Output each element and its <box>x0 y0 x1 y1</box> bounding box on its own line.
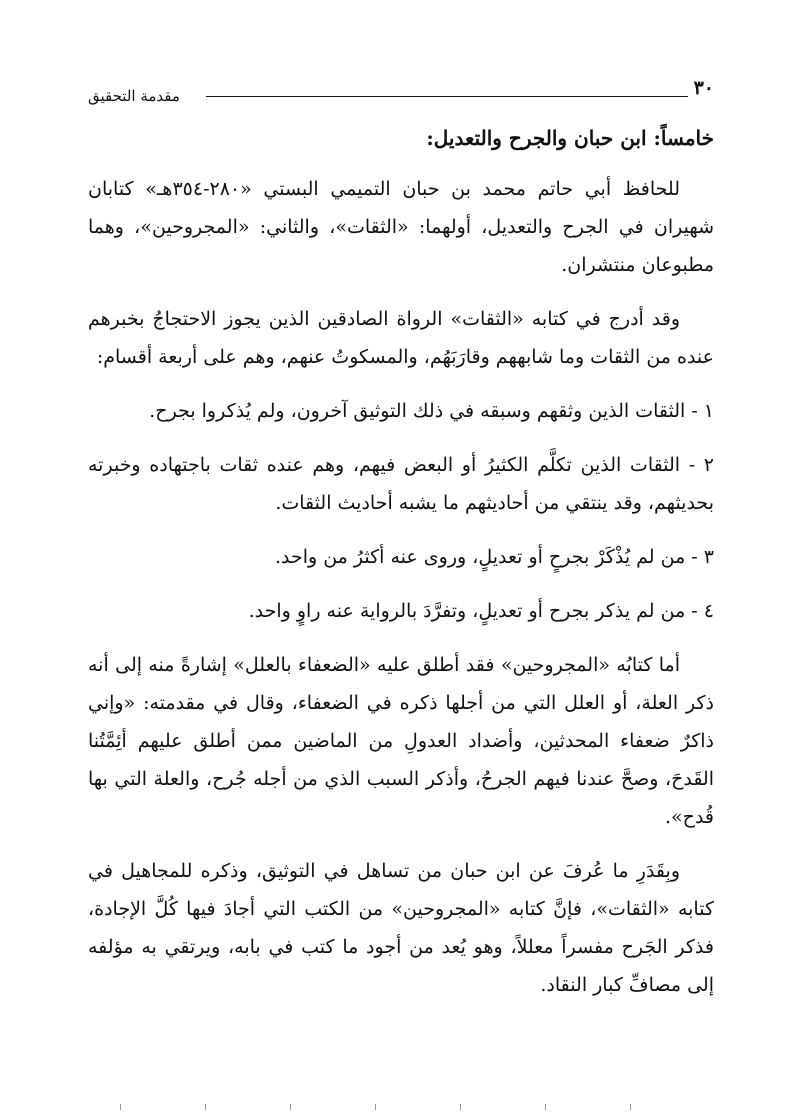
scan-mark <box>460 1104 461 1110</box>
paragraph-thiqat: وقد أدرج في كتابه «الثقات» الرواة الصادقين الذين يجوز الاحتجاجُ بخبرهم عنده من الثقات وما شابههم وقارَبَهُم، والمسكوتُ عنهم، وهم على أربعة أقسام: <box>88 308 714 368</box>
scan-mark <box>290 1104 291 1110</box>
header-rule <box>206 96 688 97</box>
list-item-1: ١ - الثقات الذين وثقهم وسبقه في ذلك التوثيق آخرون، ولم يُذكروا بجرح. <box>149 400 714 422</box>
list-item-3: ٣ - من لم يُذْكَرْ بجرحٍ أو تعديلٍ، وروى عنه أكثرُ من واحد. <box>274 546 714 568</box>
list-item-4: ٤ - من لم يذكر بجرح أو تعديلٍ، وتفرَّدَ بالرواية عنه راوٍ واحد. <box>248 600 714 622</box>
section-heading: خامساً: ابن حبان والجرح والتعديل: <box>426 126 714 150</box>
book-page <box>88 74 714 1020</box>
running-title: مقدمة التحقيق <box>88 87 180 105</box>
paragraph-majruhin: أما كتابُه «المجروحين» فقد أطلق عليه «الضعفاء بالعلل» إشارةً منه إلى أنه ذكر العلة، أو العلل التي من أجلها ذكره في الضعفاء، وقال في مقدمته: «وإني ذاكرٌ ضعفاء المحدثين، وأضداد العدولِ من الماضين ممن أطلق عليهم أئِمَّتُنا القَدحَ، وصحَّ عندنا فيهم الجرحُ، وأذكر السبب الذي من أجله جُرح، والعلة التي بها قُدح». <box>88 654 714 828</box>
page-header <box>88 74 714 110</box>
scan-mark <box>630 1104 631 1110</box>
list-item-2: ٢ - الثقات الذين تكلَّم الكثيرُ أو البعض فيهم، وهم عنده ثقات باجتهاده وخبرته بحديثهم، وقد ينتقي من أحاديثهم ما يشبه أحاديث الثقات. <box>88 454 714 514</box>
scan-mark <box>375 1104 376 1110</box>
paragraph-conclusion: وبِقَدَرِ ما عُرفَ عن ابن حبان من تساهل في التوثيق، وذكره للمجاهيل في كتابه «الثقات»، فإنَّ كتابه «المجروحين» من الكتب التي أجادَ فيها كُلَّ الإجادة، فذكر الجَرح مفسراً معللاً، وهو يُعد من أجود ما كتب في بابه، ويرتقي به مؤلفه إلى مصافِّ كبار النقاد. <box>88 860 714 996</box>
scan-mark <box>545 1104 546 1110</box>
paragraph-intro: للحافظ أبي حاتم محمد بن حبان التميمي البستي «٢٨٠-٣٥٤هـ» كتابان شهيران في الجرح والتعديل، أولهما: «الثقات»، والثاني: «المجروحين»، وهما مطبوعان منتشران. <box>88 178 714 276</box>
scan-mark <box>205 1104 206 1110</box>
page-number: ٣٠ <box>693 77 714 99</box>
scan-edge-marks <box>0 1104 790 1114</box>
scan-mark <box>120 1104 121 1110</box>
